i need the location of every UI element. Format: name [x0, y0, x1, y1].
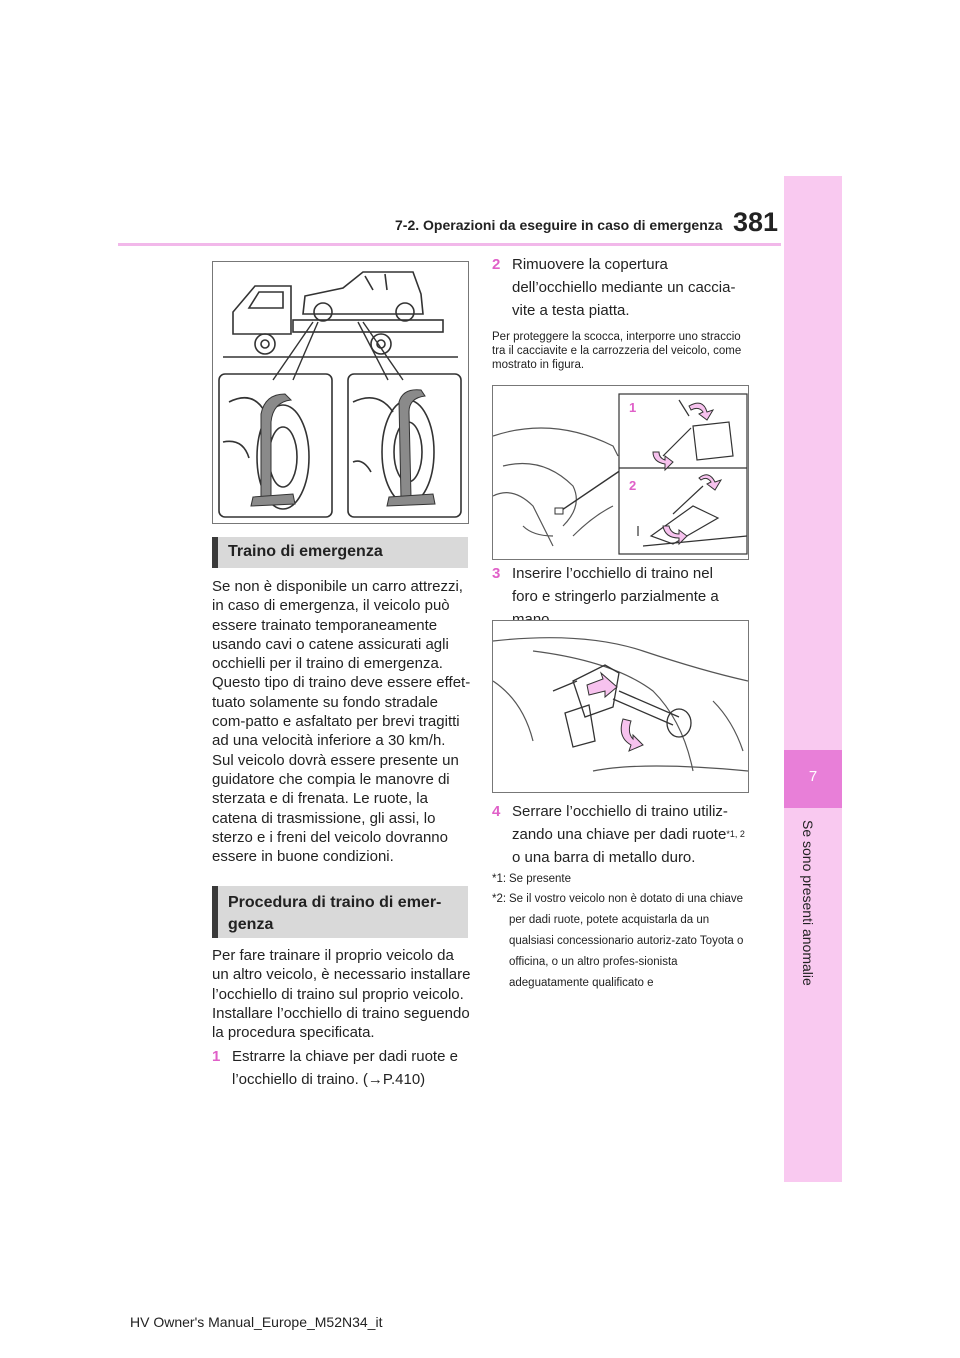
step-number: 4 — [492, 803, 501, 820]
body-paragraph: Sul veicolo dovrà essere presente un guidatore che compia le manovre di sterzata e di frenata. Le ruote, la catena di trasmissione, gli assi, lo sterzo e i freni del veicolo dovranno essere in buone condizioni. — [212, 751, 459, 866]
section-body-towing-procedure: Per fare trainare il proprio veicolo da un altro veicolo, è necessario installare l’occhiello di traino sul proprio veicolo. Installare l’occhiello di traino seguendo la procedura specificata. — [212, 947, 471, 1042]
step-text: Rimuovere la copertura dell’occhiello mediante un caccia-vite a testa piatta. — [512, 256, 736, 319]
procedure-step-3 — [492, 562, 752, 612]
figure-insert-tow-eye — [492, 620, 749, 793]
footnote-text: Se presente — [509, 873, 572, 885]
chapter-side-tab — [784, 176, 842, 1182]
step-number: 3 — [492, 565, 501, 582]
footnote-ref: *1, 2 — [726, 829, 745, 839]
section-body-emergency-towing — [212, 577, 474, 866]
step-text-part: o una barra di metallo duro. — [512, 849, 696, 866]
figure-remove-cover — [492, 385, 749, 560]
cover-removal-illustration — [493, 386, 748, 559]
footnote-2 — [492, 889, 747, 999]
step-text — [512, 800, 748, 869]
section-heading-emergency-towing: Traino di emergenza — [212, 537, 468, 568]
footnote-1 — [492, 869, 747, 889]
figure-step-label-1: 1 — [629, 400, 637, 415]
step-number: 2 — [492, 256, 501, 273]
chapter-number: 7 — [808, 768, 818, 785]
flatbed-illustration — [213, 262, 468, 523]
figure-step-label-2: 2 — [629, 478, 637, 493]
step-text: Estrarre la chiave per dadi ruote e l’occhiello di traino. (→P.410) — [232, 1048, 458, 1088]
step-text: Inserire l’occhiello di traino nel foro e stringerlo parzialmente a — [512, 565, 719, 605]
page-number: 381 — [733, 207, 779, 237]
footnote-mark: *2: — [492, 893, 507, 905]
section-heading-towing-procedure: Procedura di traino di emer-genza — [212, 886, 468, 938]
manual-footer: HV Owner's Manual_Europe_M52N34_it — [130, 1314, 383, 1330]
chapter-label: Se sono presenti anomalie — [800, 820, 816, 986]
procedure-step-4 — [492, 800, 752, 868]
tow-eye-illustration — [493, 621, 748, 792]
procedure-step-1 — [212, 1045, 472, 1095]
footnote-text: Se il vostro veicolo non è dotato di una chiave per dadi ruote, potete acquistarla da un qualsiasi concessionario autoriz-zato Toyota o officina, o un altro profes-sionista adeguatamente qualificato e — [509, 893, 744, 989]
step-2-note: Per proteggere la scocca, interporre uno straccio tra il cacciavite e la carrozzeria del veicolo, come mostrato in figura. — [492, 331, 742, 371]
step-text-part: Serrare l’occhiello di traino utiliz-zando una chiave per dadi ruote — [512, 803, 728, 843]
body-paragraph: Se non è disponibile un carro attrezzi, in caso di emergenza, il veicolo può essere trainato temporaneamente usando cavi o catene assicurati agli occhielli per il traino di emergenza. Questo tipo di traino deve essere effet-tuato solamente su fondo stradale com-patto e asfaltato per brevi tragitti ad una velocità inferiore a 30 km/h. — [212, 578, 471, 750]
figure-flatbed-towing — [212, 261, 469, 524]
header-section-title: 7-2. Operazioni da eseguire in caso di emergenza — [395, 217, 723, 233]
procedure-step-2 — [492, 253, 752, 325]
step-number: 1 — [212, 1048, 221, 1065]
footnote-mark: *1: — [492, 873, 507, 885]
header-rule — [118, 243, 781, 246]
